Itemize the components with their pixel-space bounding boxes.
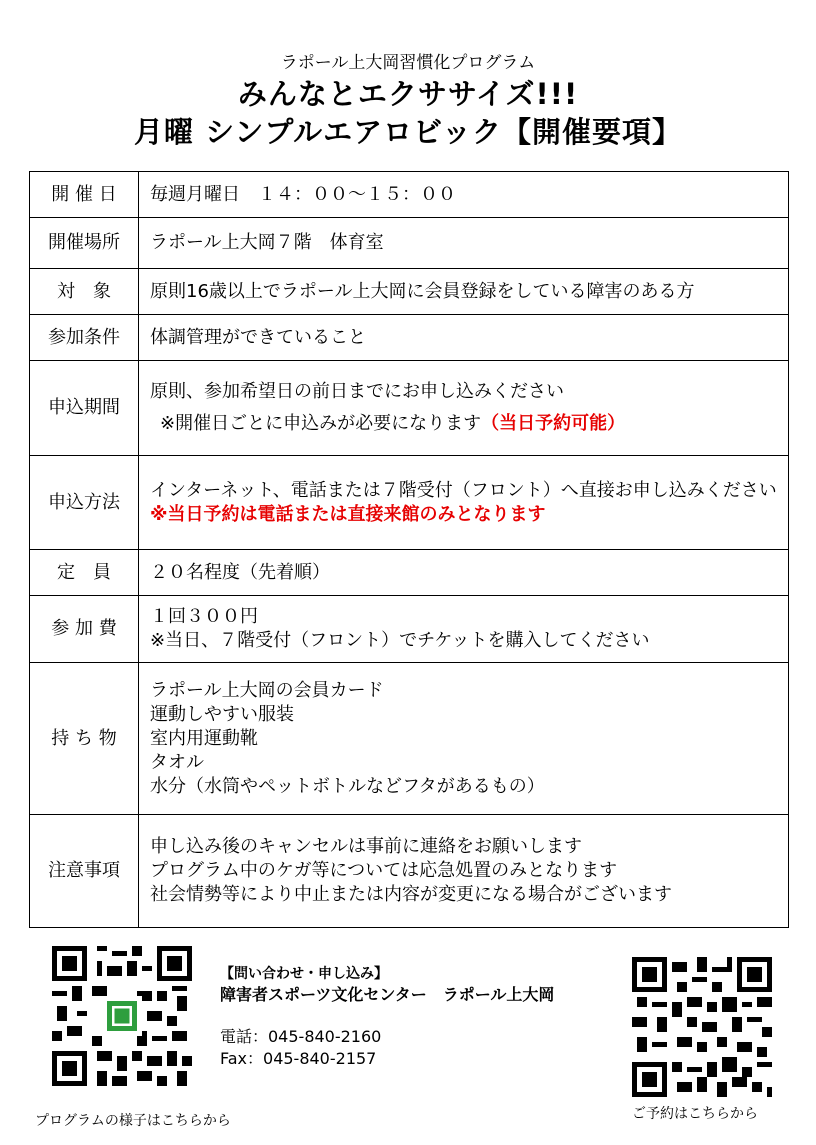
- organization-name: 障害者スポーツ文化センター ラポール上大岡: [220, 985, 555, 1004]
- reservation-caption: ご予約はこちらから: [632, 1106, 758, 1122]
- method-red-note: ※当日予約は電話または直接来館のみとなります: [150, 503, 546, 525]
- method-line-1: インターネット、電話または７階受付（フロント）へ直接お申し込みください: [150, 479, 777, 501]
- row-label-capacity: 定 員: [30, 550, 139, 596]
- table-row: [30, 663, 789, 815]
- row-label-condition: 参加条件: [30, 315, 139, 361]
- table-row: [30, 315, 789, 361]
- period-line-2: [150, 412, 625, 436]
- list-item: タオル: [150, 751, 204, 773]
- fee-line-2: ※当日、７階受付（フロント）でチケットを購入してください: [150, 630, 650, 651]
- row-label-place: 開催場所: [30, 218, 139, 269]
- table-row: [30, 218, 789, 269]
- table-row: [30, 596, 789, 663]
- program-video-qr-code[interactable]: [52, 946, 192, 1086]
- row-value-fee: [139, 596, 789, 663]
- qr-code-icon: [632, 957, 772, 1097]
- same-day-available-note: （当日予約可能）: [481, 413, 626, 434]
- program-video-caption: プログラムの様子はこちらから: [35, 1113, 231, 1129]
- program-subtitle: ラポール上大岡習慣化プログラム: [280, 53, 536, 73]
- row-value-items: [139, 663, 789, 815]
- header: [0, 52, 816, 150]
- row-label-target: 対 象: [30, 269, 139, 315]
- row-value-period: [139, 361, 789, 456]
- row-value-notes: [139, 815, 789, 928]
- row-label-items: 持 ち 物: [30, 663, 139, 815]
- list-item: ラポール上大岡の会員カード: [150, 679, 384, 701]
- period-line-1: 原則、参加希望日の前日までにお申し込みください: [150, 381, 564, 402]
- row-label-period: 申込期間: [30, 361, 139, 456]
- row-value-condition: 体調管理ができていること: [139, 315, 789, 361]
- row-value-target: 原則16歳以上でラポール上大岡に会員登録をしている障害のある方: [139, 269, 789, 315]
- list-item: プログラム中のケガ等については応急処置のみとなります: [150, 860, 618, 881]
- row-value-method: [139, 456, 789, 550]
- table-row: [30, 456, 789, 550]
- table-row: [30, 815, 789, 928]
- table-row: [30, 361, 789, 456]
- list-item: 運動しやすい服装: [150, 703, 294, 725]
- list-item: 社会情勢等により中止または内容が変更になる場合がございます: [150, 884, 672, 905]
- row-value-date: 毎週月曜日 １４：００～１５：００: [139, 172, 789, 218]
- row-value-place: ラポール上大岡７階 体育室: [139, 218, 789, 269]
- row-label-date: 開 催 日: [30, 172, 139, 218]
- row-label-fee: 参 加 費: [30, 596, 139, 663]
- row-label-notes: 注意事項: [30, 815, 139, 928]
- event-details-table: [29, 171, 789, 928]
- phone-number: 電話：045-840-2160: [220, 1027, 382, 1046]
- table-row: [30, 172, 789, 218]
- reservation-qr-code[interactable]: [632, 957, 772, 1097]
- fee-line-1: １回３００円: [150, 606, 258, 627]
- period-note: ※開催日ごとに申込みが必要になります: [160, 413, 482, 434]
- row-value-capacity: ２０名程度（先着順）: [139, 550, 789, 596]
- contact-info: [220, 965, 554, 1070]
- qr-code-icon: [52, 946, 192, 1086]
- event-title: みんなとエクササイズ!!!: [237, 77, 579, 111]
- table-row: [30, 550, 789, 596]
- list-item: 申し込み後のキャンセルは事前に連絡をお願いします: [150, 836, 582, 857]
- contact-heading: 【問い合わせ・申し込み】: [220, 966, 388, 982]
- event-subtitle-title: 月曜 シンプルエアロビック【開催要項】: [133, 115, 683, 149]
- fax-number: Fax：045-840-2157: [220, 1049, 377, 1068]
- row-label-method: 申込方法: [30, 456, 139, 550]
- list-item: 室内用運動靴: [150, 727, 258, 749]
- table-row: [30, 269, 789, 315]
- list-item: 水分（水筒やペットボトルなどフタがあるもの）: [150, 775, 545, 797]
